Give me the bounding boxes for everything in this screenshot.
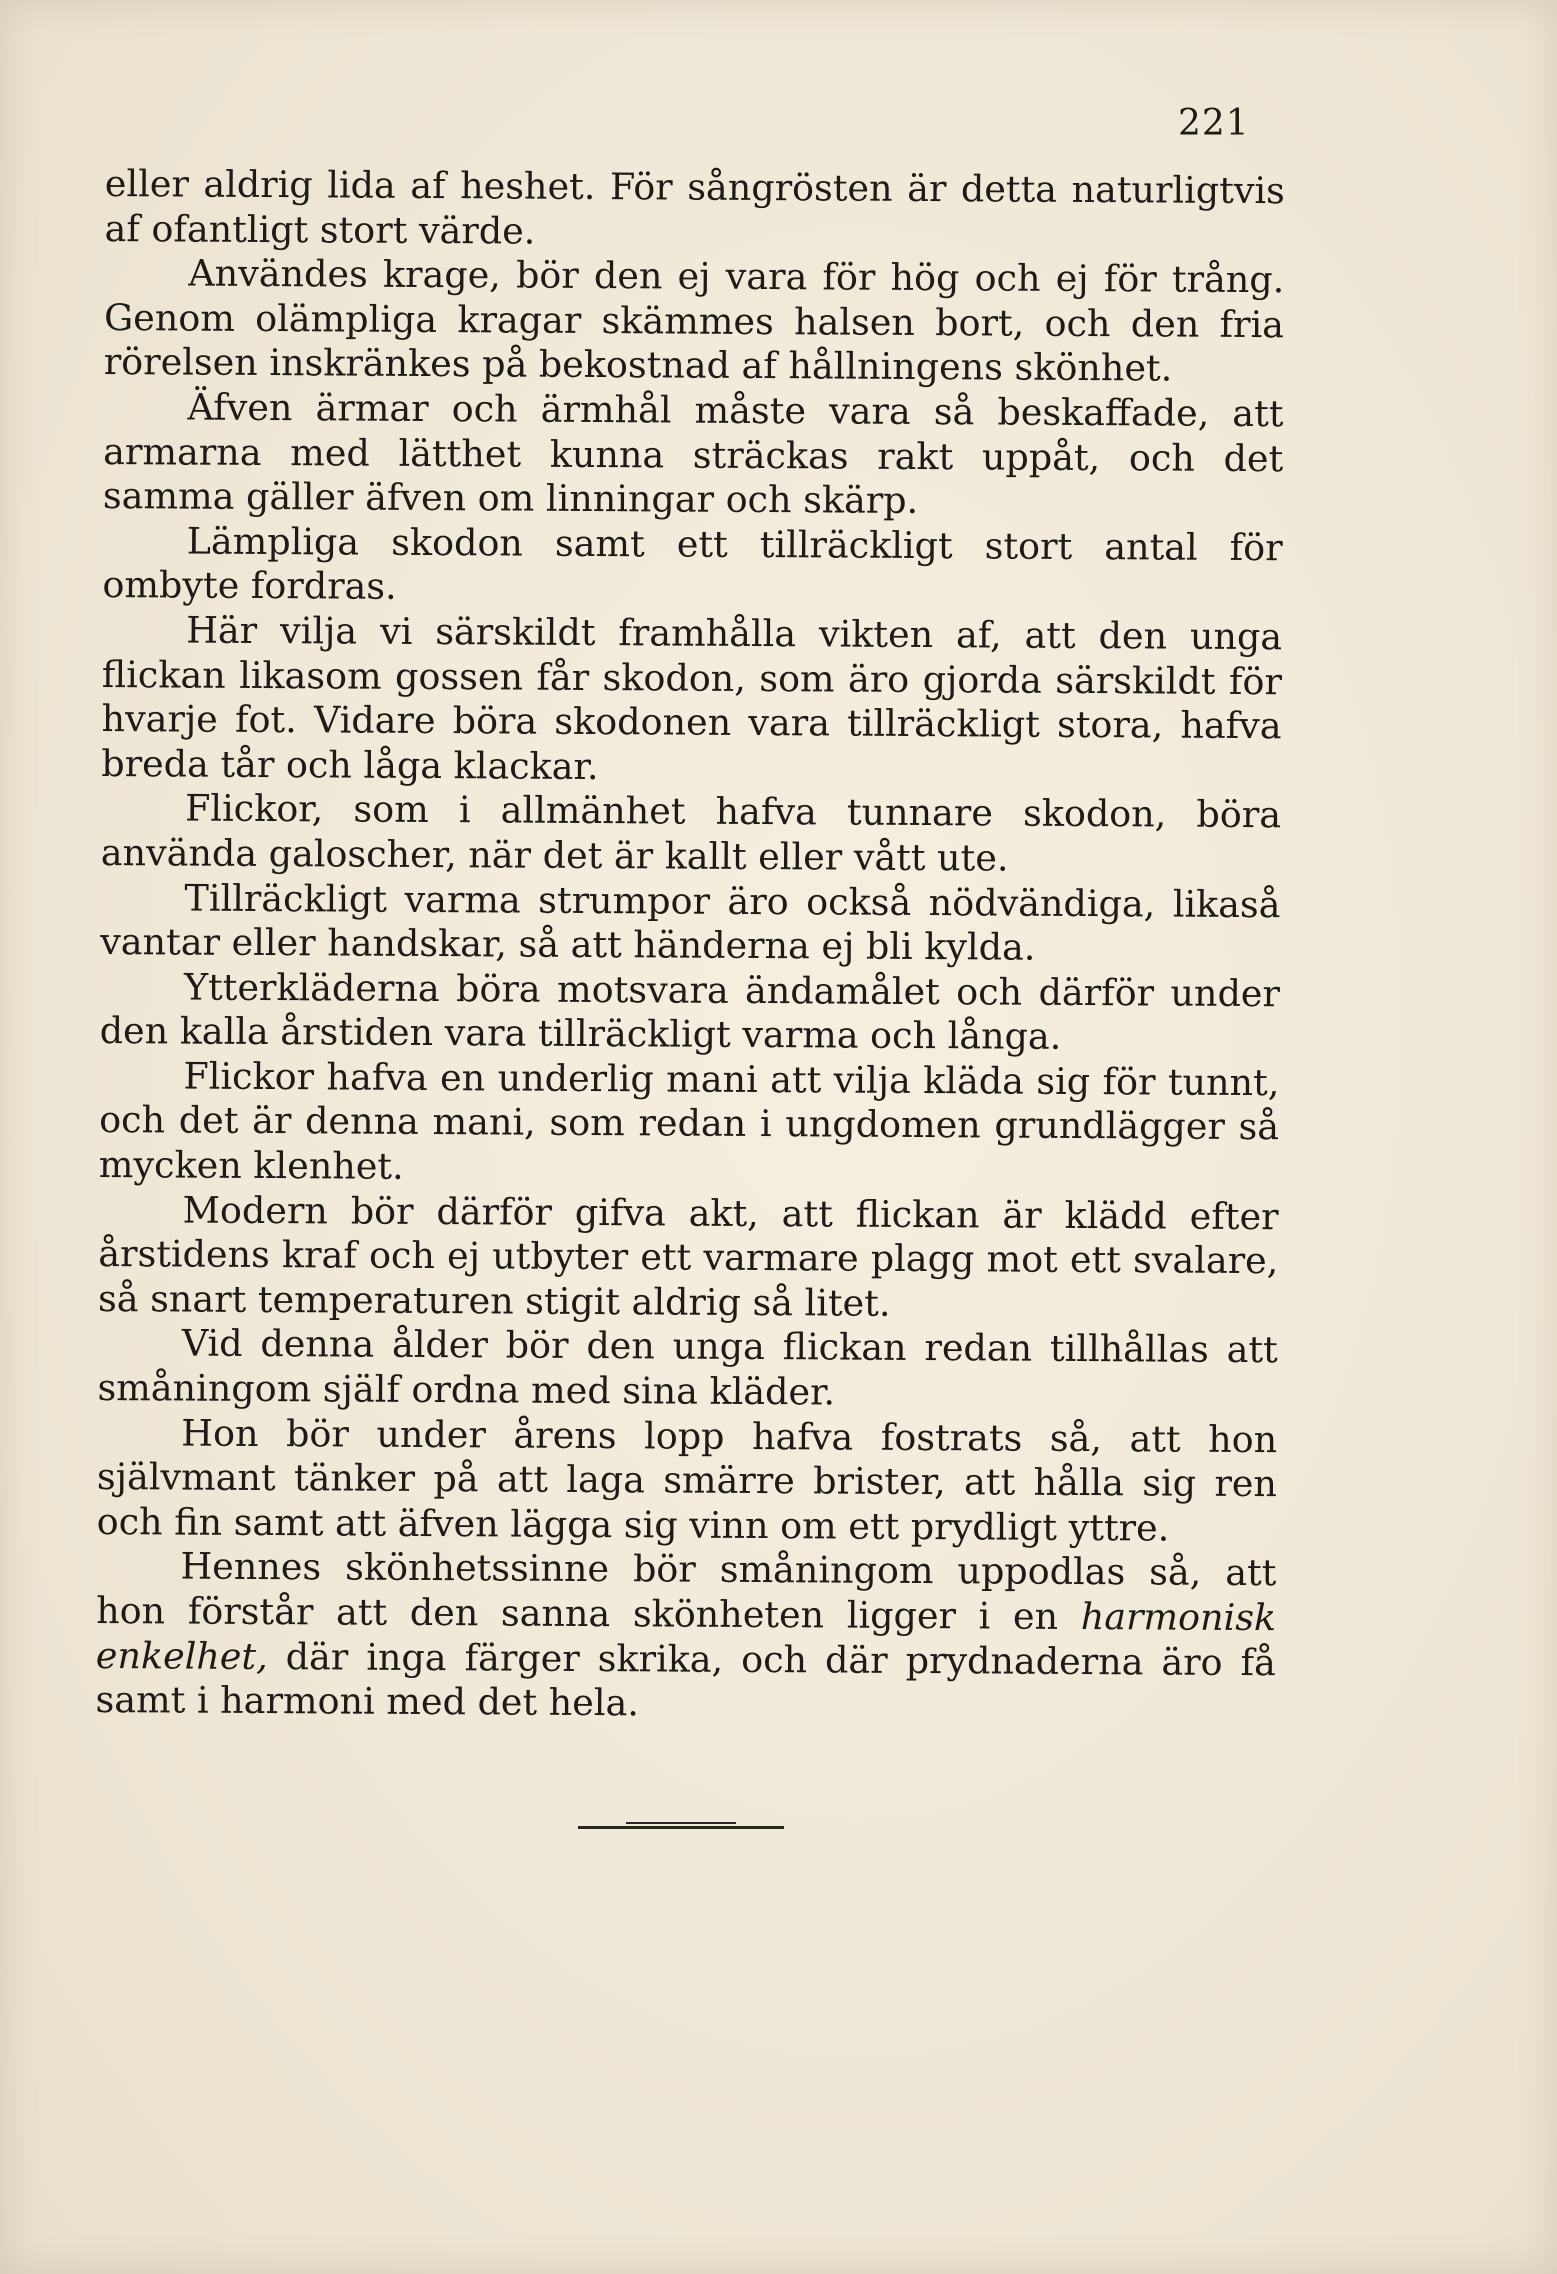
paragraph-1: eller aldrig lida af heshet. För sångrösten är detta naturligtvis af ofantligt stort värde. <box>104 162 1285 253</box>
paragraph-11: Vid denna ålder bör den unga flickan redan tillhållas att småningom själf ordna med sina kläder. <box>97 1321 1278 1414</box>
paragraph-13-start: Hennes skönhetssinne bör småningom uppodlas så, att hon förstår att den sanna skönheten ligger i en <box>96 1544 1277 1638</box>
paragraph-4: Lämpliga skodon samt ett tillräckligt stort antal för ombyte fordras. <box>102 519 1283 609</box>
paragraph-3: Äfven ärmar och ärmhål måste vara så beskaffade, att armarna med lätthet kunna sträckas rakt uppåt, och det samma gäller äfven om linningar och skärp. <box>102 385 1284 523</box>
section-end-rule <box>578 1826 784 1829</box>
paragraph-5: Här vilja vi särskildt framhålla vikten af, att den unga flickan likasom gossen får skodon, som äro gjorda särskildt för hvarje fot. Vidare böra skodonen vara tillräckligt stora, hafva breda tår och låga klackar. <box>101 608 1283 788</box>
emphasized-phrase: harmonisk enkelhet, <box>95 1594 1277 1678</box>
page-number: 221 <box>1178 103 1250 144</box>
body-text <box>95 162 1285 1730</box>
paragraph-12: Hon bör under årens lopp hafva fostrats så, att hon självmant tänker på att laga smärre brister, att hålla sig ren och fin samt att äfven lägga sig vinn om ett prydligt yttre. <box>96 1411 1278 1550</box>
paragraph-8: Ytterkläderna böra motsvara ändamålet och därför under den kalla årstiden vara tillräckligt varma och långa. <box>99 965 1281 1059</box>
paragraph-9: Flickor hafva en underlig mani att vilja kläda sig för tunnt, och det är denna mani, som redan i ungdomen grundlägger så mycken klenhet. <box>98 1054 1280 1188</box>
paragraph-7: Tillräckligt varma strumpor äro också nödvändiga, likaså vantar eller handskar, så att händerna ej bli kylda. <box>100 875 1281 969</box>
paragraph-13-end: där inga färger skrika, och där prydnaderna äro få samt i harmoni med det hela. <box>95 1634 1276 1725</box>
paragraph-6: Flickor, som i allmänhet hafva tunnare skodon, böra använda galoscher, när det är kallt eller vått ute. <box>100 786 1282 880</box>
paragraph-13 <box>95 1544 1276 1730</box>
paragraph-10: Modern bör därför gifva akt, att flickan är klädd efter årstidens kraf och ej utbyter ett varmare plagg mot ett svalare, så snart temperaturen stigit aldrig så litet. <box>97 1188 1279 1325</box>
paragraph-2: Användes krage, bör den ej vara för hög och ej för trång. Genom olämpliga kragar skämmes halsen bort, och den fria rörelsen inskränkes på bekostnad af hållningens skönhet. <box>103 251 1285 390</box>
